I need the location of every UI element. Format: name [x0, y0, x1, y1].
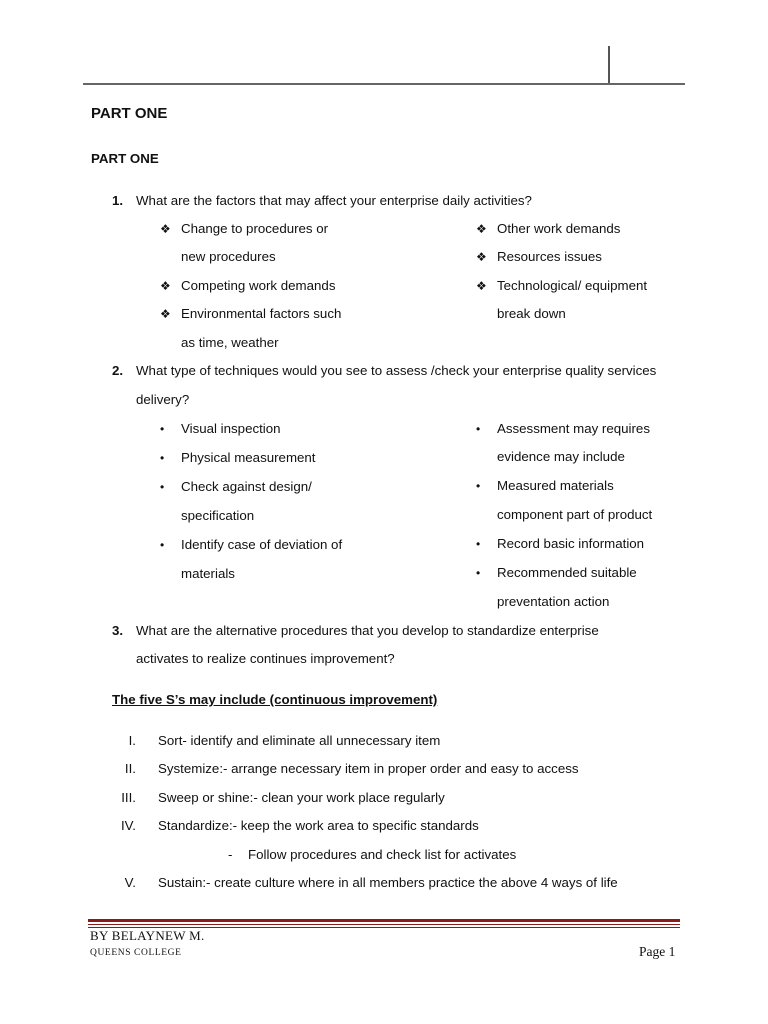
footer-rule	[88, 919, 680, 922]
list-item: Identify case of deviation of	[181, 537, 343, 552]
question-2-text-continuation: delivery?	[136, 392, 190, 407]
header-rule	[83, 83, 685, 85]
list-item: Assessment may requires	[497, 421, 650, 436]
list-item-continuation: break down	[497, 306, 566, 321]
diamond-bullet-icon: ❖	[476, 279, 487, 293]
bullet-icon: •	[476, 479, 481, 493]
footer-rule	[88, 924, 680, 925]
question-3-number: 3.	[112, 623, 124, 638]
question-2-number: 2.	[112, 363, 124, 378]
list-item-continuation: component part of product	[497, 507, 653, 522]
section-subheading: PART ONE	[91, 151, 159, 166]
roman-numeral: V.	[124, 875, 136, 890]
page-heading: PART ONE	[91, 105, 168, 122]
list-item: Standardize:- keep the work area to specific standards	[158, 818, 479, 833]
list-item: Sustain:- create culture where in all members practice the above 4 ways of life	[158, 875, 618, 890]
roman-numeral: III.	[121, 790, 136, 805]
diamond-bullet-icon: ❖	[476, 222, 487, 236]
list-item: Technological/ equipment	[497, 278, 648, 293]
list-item: Other work demands	[497, 221, 621, 236]
page-number: Page 1	[639, 944, 676, 959]
list-item: Change to procedures or	[181, 221, 329, 236]
sub-list-item: Follow procedures and check list for activates	[248, 847, 517, 862]
roman-numeral: II.	[124, 761, 136, 776]
list-item-continuation: specification	[181, 508, 255, 523]
bullet-icon: •	[160, 480, 165, 494]
bullet-icon: •	[476, 566, 481, 580]
list-item-continuation: materials	[181, 566, 235, 581]
roman-numeral: IV.	[120, 818, 136, 833]
list-item: Environmental factors such	[181, 306, 342, 321]
diamond-bullet-icon: ❖	[476, 250, 487, 264]
list-item: Visual inspection	[181, 421, 281, 436]
bullet-icon: •	[160, 451, 165, 465]
question-1-number: 1.	[112, 193, 124, 208]
list-item-continuation: preventation action	[497, 594, 610, 609]
bullet-icon: •	[476, 537, 481, 551]
list-item: Measured materials	[497, 478, 614, 493]
list-item: Sweep or shine:- clean your work place regularly	[158, 790, 445, 805]
footer-college: QUEENS COLLEGE	[90, 948, 182, 958]
diamond-bullet-icon: ❖	[160, 307, 171, 321]
dash-bullet-icon: -	[228, 847, 233, 862]
list-item: Check against design/	[181, 479, 312, 494]
list-item: Resources issues	[497, 249, 602, 264]
list-item: Competing work demands	[181, 278, 336, 293]
list-item: Physical measurement	[181, 450, 316, 465]
list-item-continuation: evidence may include	[497, 449, 625, 464]
footer-author: BY BELAYNEW M.	[90, 928, 205, 943]
question-3-text: What are the alternative procedures that you develop to standardize enterprise	[136, 623, 599, 638]
list-item: Sort- identify and eliminate all unnecessary item	[158, 733, 441, 748]
list-item: Systemize:- arrange necessary item in proper order and easy to access	[158, 761, 579, 776]
bullet-icon: •	[476, 422, 481, 436]
roman-numeral: I.	[128, 733, 136, 748]
diamond-bullet-icon: ❖	[160, 279, 171, 293]
bullet-icon: •	[160, 538, 165, 552]
five-s-title: The five S’s may include (continuous improvement)	[112, 692, 438, 707]
bullet-icon: •	[160, 422, 165, 436]
question-1-text: What are the factors that may affect your enterprise daily activities?	[136, 193, 532, 208]
list-item-continuation: as time, weather	[181, 335, 279, 350]
list-item: Record basic information	[497, 536, 645, 551]
header-tick-mark	[608, 46, 610, 84]
diamond-bullet-icon: ❖	[160, 222, 171, 236]
question-3-text-continuation: activates to realize continues improvement?	[136, 651, 395, 666]
list-item-continuation: new procedures	[181, 249, 276, 264]
question-2-text: What type of techniques would you see to assess /check your enterprise quality services	[136, 363, 657, 378]
list-item: Recommended suitable	[497, 565, 637, 580]
